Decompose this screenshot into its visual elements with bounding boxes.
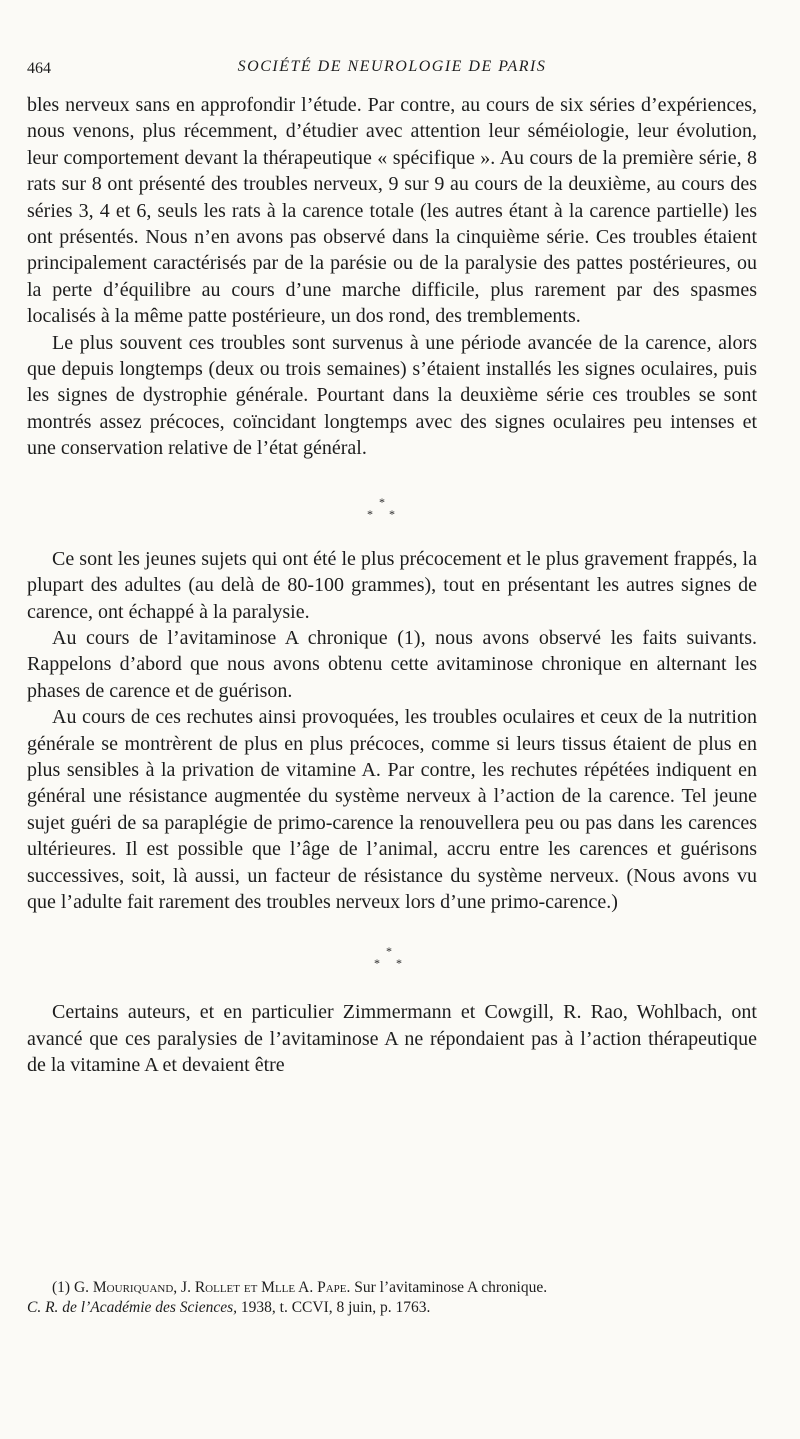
paragraph: Au cours de ces rechutes ainsi provoquées, les troubles oculaires et ceux de la nutrition générale se montrèrent de plus en plus précoces, comme si leurs tissus étaient de plus en plus sensibles à la privation de vitamine A. Par contre, les rechutes répétées indiquent en général une résistance augmentée du système nerveux à l’action de la carence. Tel jeune sujet guéri de sa paraplégie de primo-carence la renouvellera peu ou pas dans les carences ultérieures. Il est possible que l’âge de l’animal, accru entre les carences et guérisons successives, soit, là aussi, un facteur de résistance du système nerveux. (Nous avons vu que l’adulte fait rarement des troubles nerveux lors d’une primo-carence.) <box>27 706 757 913</box>
asterisk: * <box>367 506 373 521</box>
paragraph: bles nerveux sans en approfondir l’étude. Par contre, au cours de six séries d’expériences, nous venons, plus récemment, d’étudier avec attention leur séméiologie, leur évolution, leur comportement devant la thérapeutique « spécifique ». Au cours de la première série, 8 rats sur 8 ont présenté des troubles nerveux, 9 sur 9 au cours de la deuxième, au cours des séries 3, 4 et 6, seuls les rats à la carence totale (les autres étant à la carence partielle) les ont présentés. Nous n’en avons pas observé dans la cinquième série. Ces troubles étaient principalement caractérisés par de la parésie ou de la paralysie des pattes postérieures, ou la perte d’équilibre au cours d’une marche difficile, plus rarement par des spasmes localisés à la même patte postérieure, un dos rond, des tremblements. <box>27 94 757 328</box>
footnote-title: Sur l’avitaminose A chronique. <box>354 1279 548 1296</box>
paragraph: Le plus souvent ces troubles sont survenus à une période avancée de la carence, alors que depuis longtemps (deux ou trois semaines) s’étaient installés les signes oculaires, puis les signes de dystrophie générale. Pourtant dans la deuxième série ces troubles se sont montrés assez précoces, coïncidant longtemps avec des signes oculaires peu intenses et une conservation relative de l’état général. <box>27 331 757 460</box>
paragraph: Certains auteurs, et en particulier Zimmermann et Cowgill, R. Rao, Wohlbach, ont avancé que ces paralysies de l’avitaminose A ne répondaient pas à l’action thérapeutique de la vitamine A et devaient être <box>27 1001 757 1077</box>
footnote-details: 1938, t. CCVI, 8 juin, p. 1763. <box>240 1299 431 1316</box>
footnote-authors: G. Mouriquand, J. Rollet et Mlle A. Pape. <box>73 1279 351 1296</box>
asterisk: * <box>386 944 392 959</box>
footnote <box>27 1278 757 1318</box>
running-title: SOCIÉTÉ DE NEUROLOGIE DE PARIS <box>237 58 547 75</box>
paragraph: Ce sont les jeunes sujets qui ont été le plus précocement et le plus gravement frappés, la plupart des adultes (au delà de 80-100 grammes), tout en présentant les autres signes de carence, ont échappé à la paralysie. <box>27 547 757 623</box>
page-header <box>27 58 757 84</box>
body-text <box>27 92 757 1079</box>
footnote-marker: (1) <box>52 1279 71 1296</box>
footnote-journal: C. R. de l’Académie des Sciences, <box>27 1299 238 1316</box>
asterisk: * <box>389 506 395 521</box>
section-separator <box>27 915 757 999</box>
asterisk: * <box>374 956 380 971</box>
asterisk: * <box>379 494 385 509</box>
section-separator <box>27 462 757 546</box>
asterisk: * <box>396 956 402 971</box>
paragraph: Au cours de l’avitaminose A chronique (1), nous avons observé les faits suivants. Rappelons d’abord que nous avons obtenu cette avitaminose chronique en alternant les phases de carence et de guérison. <box>27 626 757 702</box>
page-number: 464 <box>27 60 51 77</box>
